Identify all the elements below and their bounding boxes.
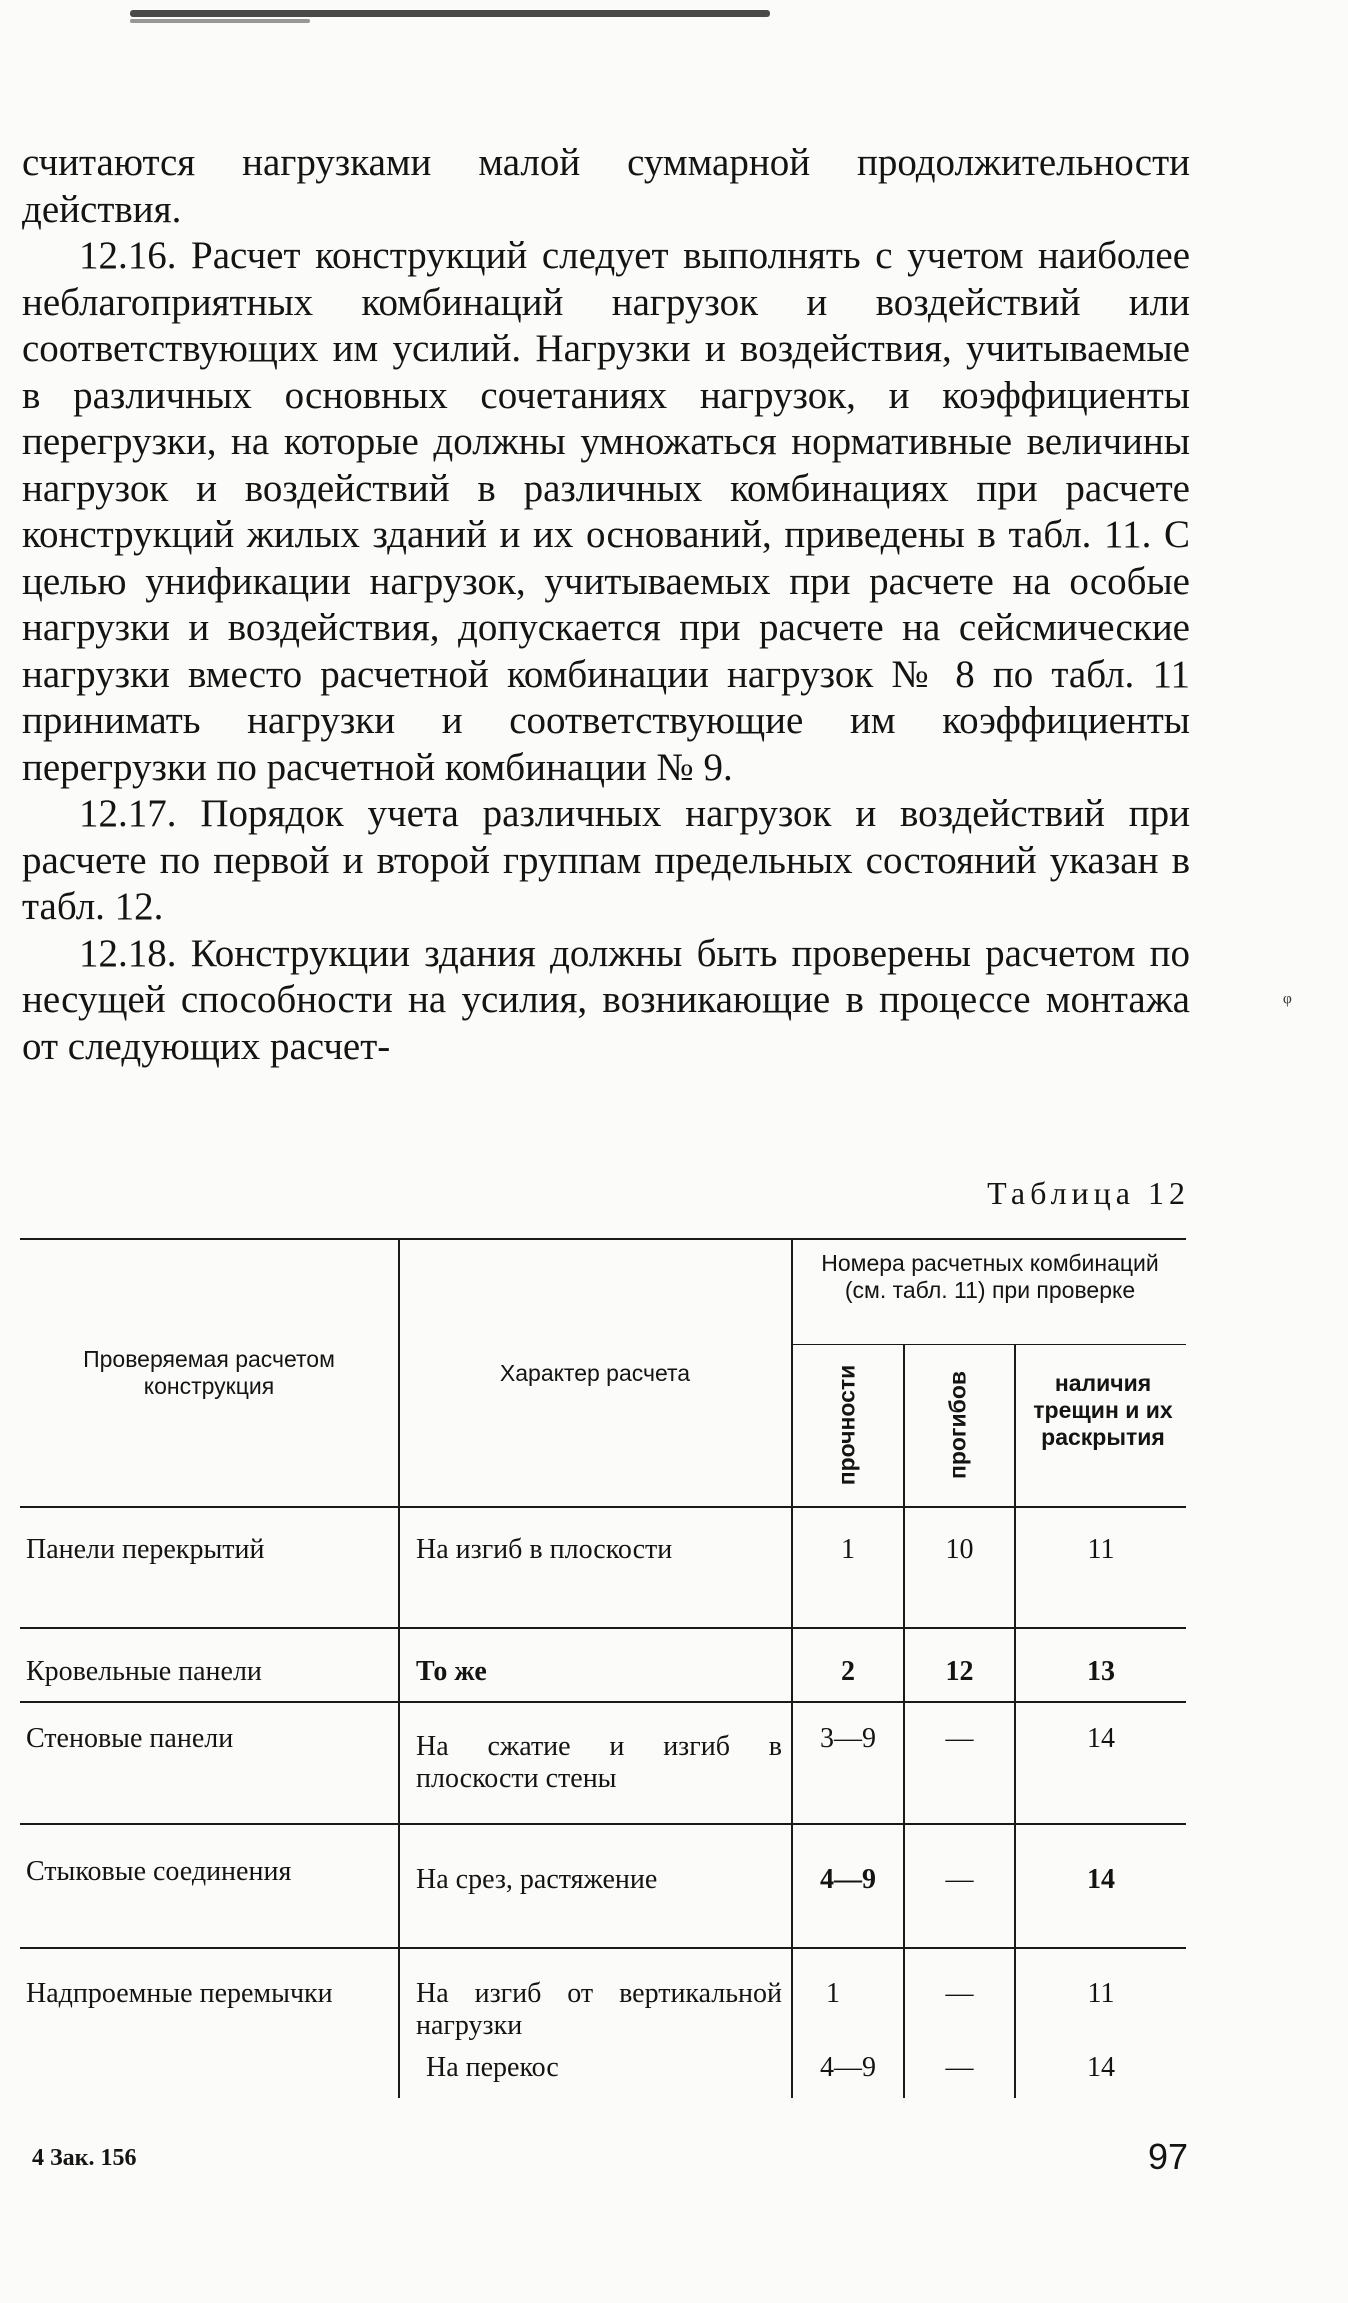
table-rule [20,1238,1186,1240]
cell-deflection: — [945,1978,974,2009]
cell-character: На сжатие и изгиб в плоскости стены [416,1731,782,1794]
table-rule [791,1344,1186,1345]
page-number: 97 [1148,2136,1189,2177]
cell-strength-second: 4—9 [820,2052,876,2083]
paragraph: считаются нагрузками малой суммарной продолжительности действия. [22,141,1190,231]
scan-artifact-line [130,10,770,17]
cell-strength: 1 [841,1534,855,1565]
table-rule [20,1627,1186,1629]
cell-deflection: — [945,1864,974,1895]
cell-character: На изгиб в плоскости [416,1534,673,1565]
cell-cracks: 14 [1087,1723,1115,1754]
table-rule [20,1701,1186,1703]
table-rule [20,1823,1186,1825]
cell-cracks: 13 [1087,1656,1115,1687]
cell-cracks: 11 [1087,1978,1115,2009]
scan-speck: ᵩ [1283,978,1292,1007]
cell-construction: Надпроемные перемычки [26,1978,333,2009]
header-cracks: наличия трещин и их раскрытия [1033,1370,1173,1450]
table-rule [20,1506,1186,1508]
cell-strength: 2 [841,1656,855,1687]
header-deflection: прогибов [944,1370,971,1480]
cell-cracks-second: 14 [1087,2052,1115,2083]
paragraph-12-17: 12.17. Порядок учета различных нагрузок и воздействий при расчете по первой и второй группам предельных состояний указан в табл. 12. [22,792,1190,928]
table-rule [398,1238,400,2098]
paragraph-12-18: 12.18. Конструкции здания должны быть проверены расчетом по несущей способности на усилия, возникающие в процессе монтажа от следующих расчет- [22,931,1190,1068]
cell-construction: Панели перекрытий [26,1534,265,1565]
cell-strength: 4—9 [820,1864,876,1895]
cell-cracks: 14 [1087,1864,1115,1895]
paragraph-12-16: 12.16. Расчет конструкций следует выполнять с учетом наиболее неблагоприятных комбинаций нагрузок и воздействий или соответствующих им усилий. Нагрузки и воздействия, учитываемые в различных основных сочетаниях нагрузок, и коэффициенты перегрузки, на которые должны умножаться нормативные величины нагрузок и воздействий в различных комбинациях при расчете конструкций жилых зданий и их оснований, приведены в табл. 11. С целью унификации нагрузок, учитываемых при расчете на особые нагрузки и воздействия, допускается при расчете на сейсмические нагрузки вместо расчетной комбинации нагрузок № 8 по табл. 11 принимать нагрузки и соответствующие им коэффициенты перегрузки по расчетной комбинации № 9. [22,234,1190,789]
cell-deflection: 10 [945,1534,974,1565]
header-construction: Проверяемая расчетом конструкция [83,1346,335,1399]
cell-deflection-second: — [945,2052,974,2083]
cell-construction: Кровельные панели [26,1656,262,1687]
header-strength: прочности [833,1364,860,1486]
header-character: Характер расчета [499,1360,691,1386]
cell-construction: Стеновые панели [26,1723,234,1754]
table-caption: Таблица 12 [987,1175,1190,1211]
body-text [22,140,1190,1070]
cell-character: На срез, растяжение [416,1864,658,1895]
table-12 [20,1238,1186,2100]
cell-character-second: На перекос [426,2052,559,2083]
table-rule [20,1947,1186,1949]
scan-artifact-line [130,19,310,23]
cell-deflection: 12 [945,1656,974,1687]
cell-strength: 3—9 [820,1723,876,1754]
cell-deflection: — [945,1723,974,1754]
cell-character: На изгиб от вертикальной нагрузки [416,1978,782,2041]
cell-construction: Стыковые соединения [26,1856,292,1887]
cell-cracks: 11 [1087,1534,1115,1565]
cell-strength: 1 [826,1978,840,2009]
cell-character: То же [416,1656,487,1687]
print-order-mark: 4 Зак. 156 [32,2145,137,2171]
header-group: Номера расчетных комбинаций (см. табл. 11) при проверке [821,1250,1159,1303]
